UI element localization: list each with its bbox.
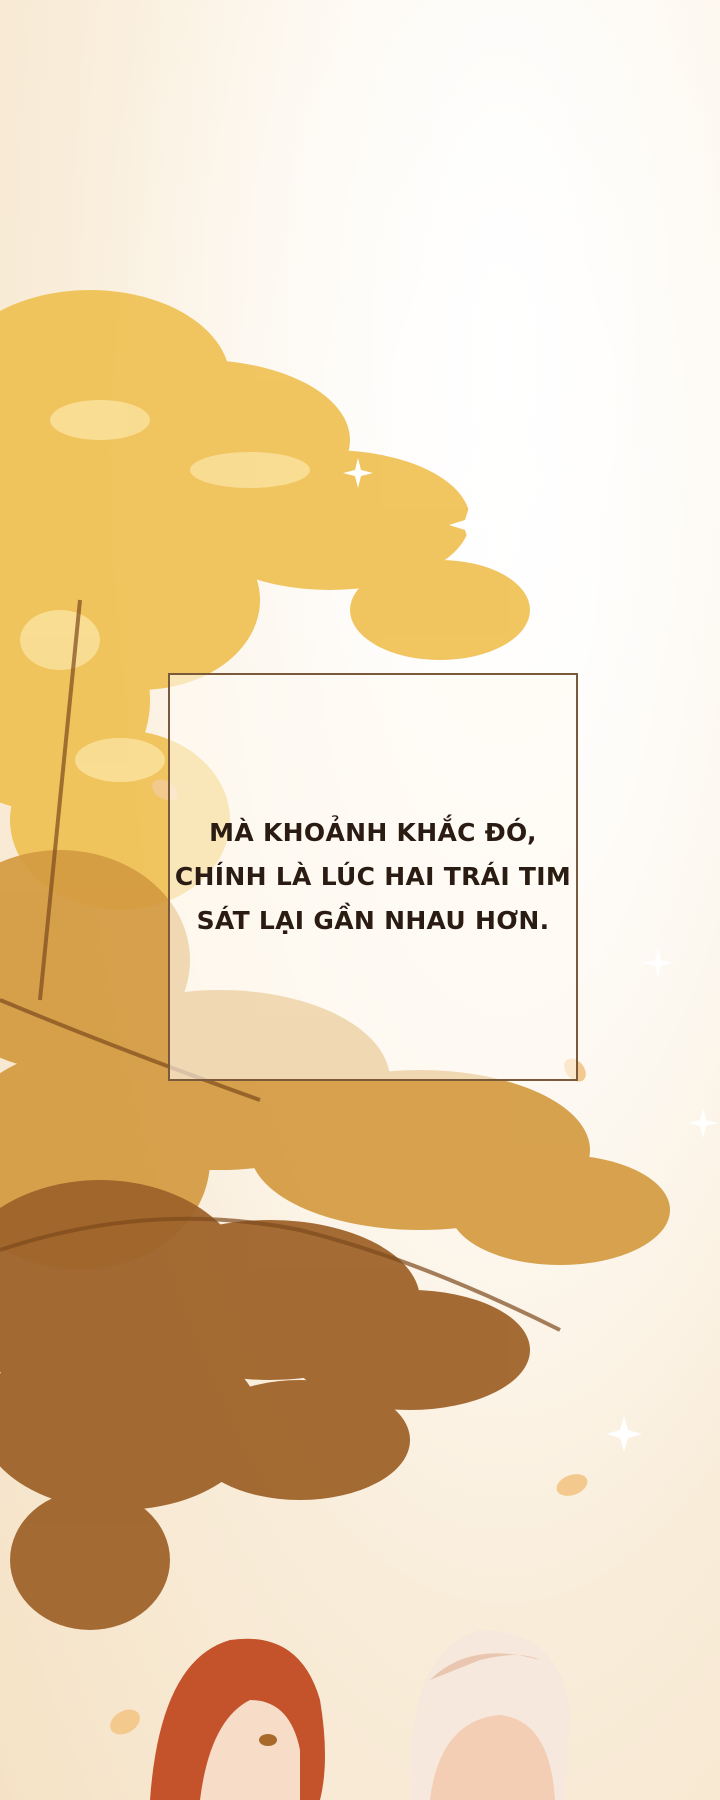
narration-box	[168, 673, 578, 1081]
narration-line-1: MÀ KHOẢNH KHẮC ĐÓ,	[209, 818, 537, 847]
narration-line-3: SÁT LẠI GẦN NHAU HƠN.	[196, 906, 550, 935]
narration-text	[175, 811, 571, 943]
narration-line-2: CHÍNH LÀ LÚC HAI TRÁI TIM	[174, 862, 572, 891]
